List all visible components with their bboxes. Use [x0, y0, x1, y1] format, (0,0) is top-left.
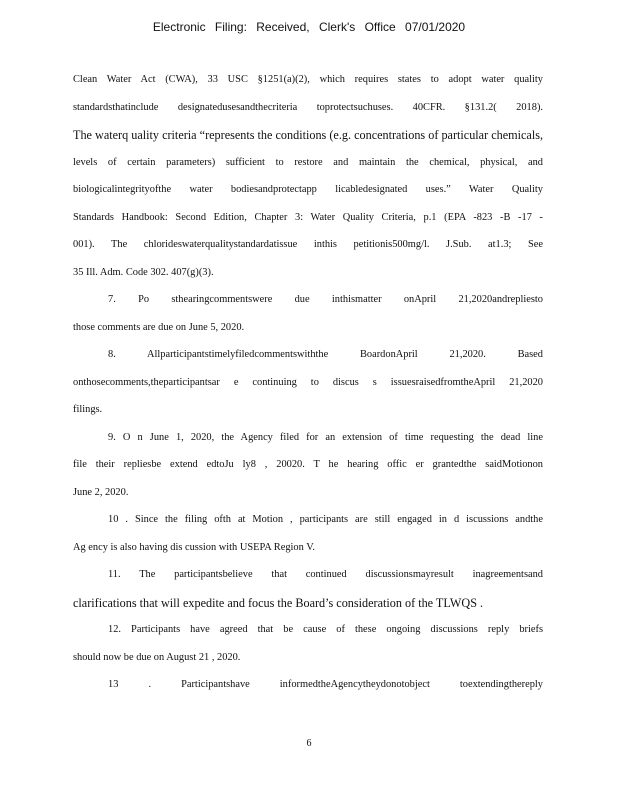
- text-line: filings.: [73, 404, 103, 415]
- paragraph-9-start: 9. O n June 1, 2020, the Agency filed for an extension of time requesting the dead line: [108, 431, 543, 443]
- text-line: 001). The chlorideswaterqualitystandardatissue inthis petitionis500mg/l. J.Sub. at1.3; See: [73, 239, 543, 250]
- paragraph-12-start: 12. Participants have agreed that be cause of these ongoing discussions reply briefs: [108, 624, 543, 635]
- text-line: Clean Water Act (CWA), 33 USC §1251(a)(2), which requires states to adopt water quality: [73, 74, 543, 85]
- text-line: standardsthatinclude designatedusesandthecriteria toprotectsuchuses. 40CFR. §131.2( 2018).: [73, 101, 543, 113]
- paragraph-7-start: 7. Po sthearingcommentswere due inthismatter onApril 21,2020andrepliesto: [108, 294, 543, 305]
- text-line: June 2, 2020.: [73, 486, 129, 498]
- text-line: file their repliesbe extend edtoJu ly8 , 20020. T he hearing offic er grantedthe saidMotionon: [73, 459, 543, 470]
- text-line: clarifications that will expedite and focus the Board’s consideration of the TLWQS .: [73, 595, 484, 610]
- filing-header: Electronic Filing: Received, Clerk's Office 07/01/2020: [152, 20, 466, 34]
- text-line: biologicalintegrityofthe water bodiesandprotectapp licabledesignated uses.” Water Quality: [73, 184, 543, 195]
- text-line: levels of certain parameters) sufficient to restore and maintain the chemical, physical, and: [73, 156, 543, 168]
- text-line: Ag ency is also having dis cussion with USEPA Region V.: [73, 541, 315, 553]
- text-line: onthosecomments,theparticipantsar e continuing to discus s issuesraisedfromtheApril 21,2020: [73, 376, 543, 388]
- text-line: should now be due on August 21 , 2020.: [73, 651, 241, 663]
- text-line: Standards Handbook: Second Edition, Chapter 3: Water Quality Criteria, p.1 (EPA -823 -B -17 -: [73, 211, 543, 223]
- paragraph-10-start: 10 . Since the filing ofth at Motion , participants are still engaged in d iscussions andthe: [108, 514, 543, 525]
- paragraph-13-start: 13 . Participantshave informedtheAgencytheydonotobject toextendingthereply: [108, 679, 543, 690]
- document-body: [73, 70, 543, 703]
- text-line: 35 Ill. Adm. Code 302. 407(g)(3).: [73, 266, 214, 278]
- paragraph-11-start: 11. The participantsbelieve that continued discussionsmayresult inagreementsand: [108, 569, 543, 580]
- text-line: The waterq uality criteria “represents the conditions (e.g. concentrations of particular chemicals,: [73, 128, 543, 142]
- text-line: those comments are due on June 5, 2020.: [73, 321, 245, 333]
- paragraph-8-start: 8. Allparticipantstimelyfiledcommentswiththe BoardonApril 21,2020. Based: [108, 349, 543, 360]
- page-number: 6: [306, 738, 312, 749]
